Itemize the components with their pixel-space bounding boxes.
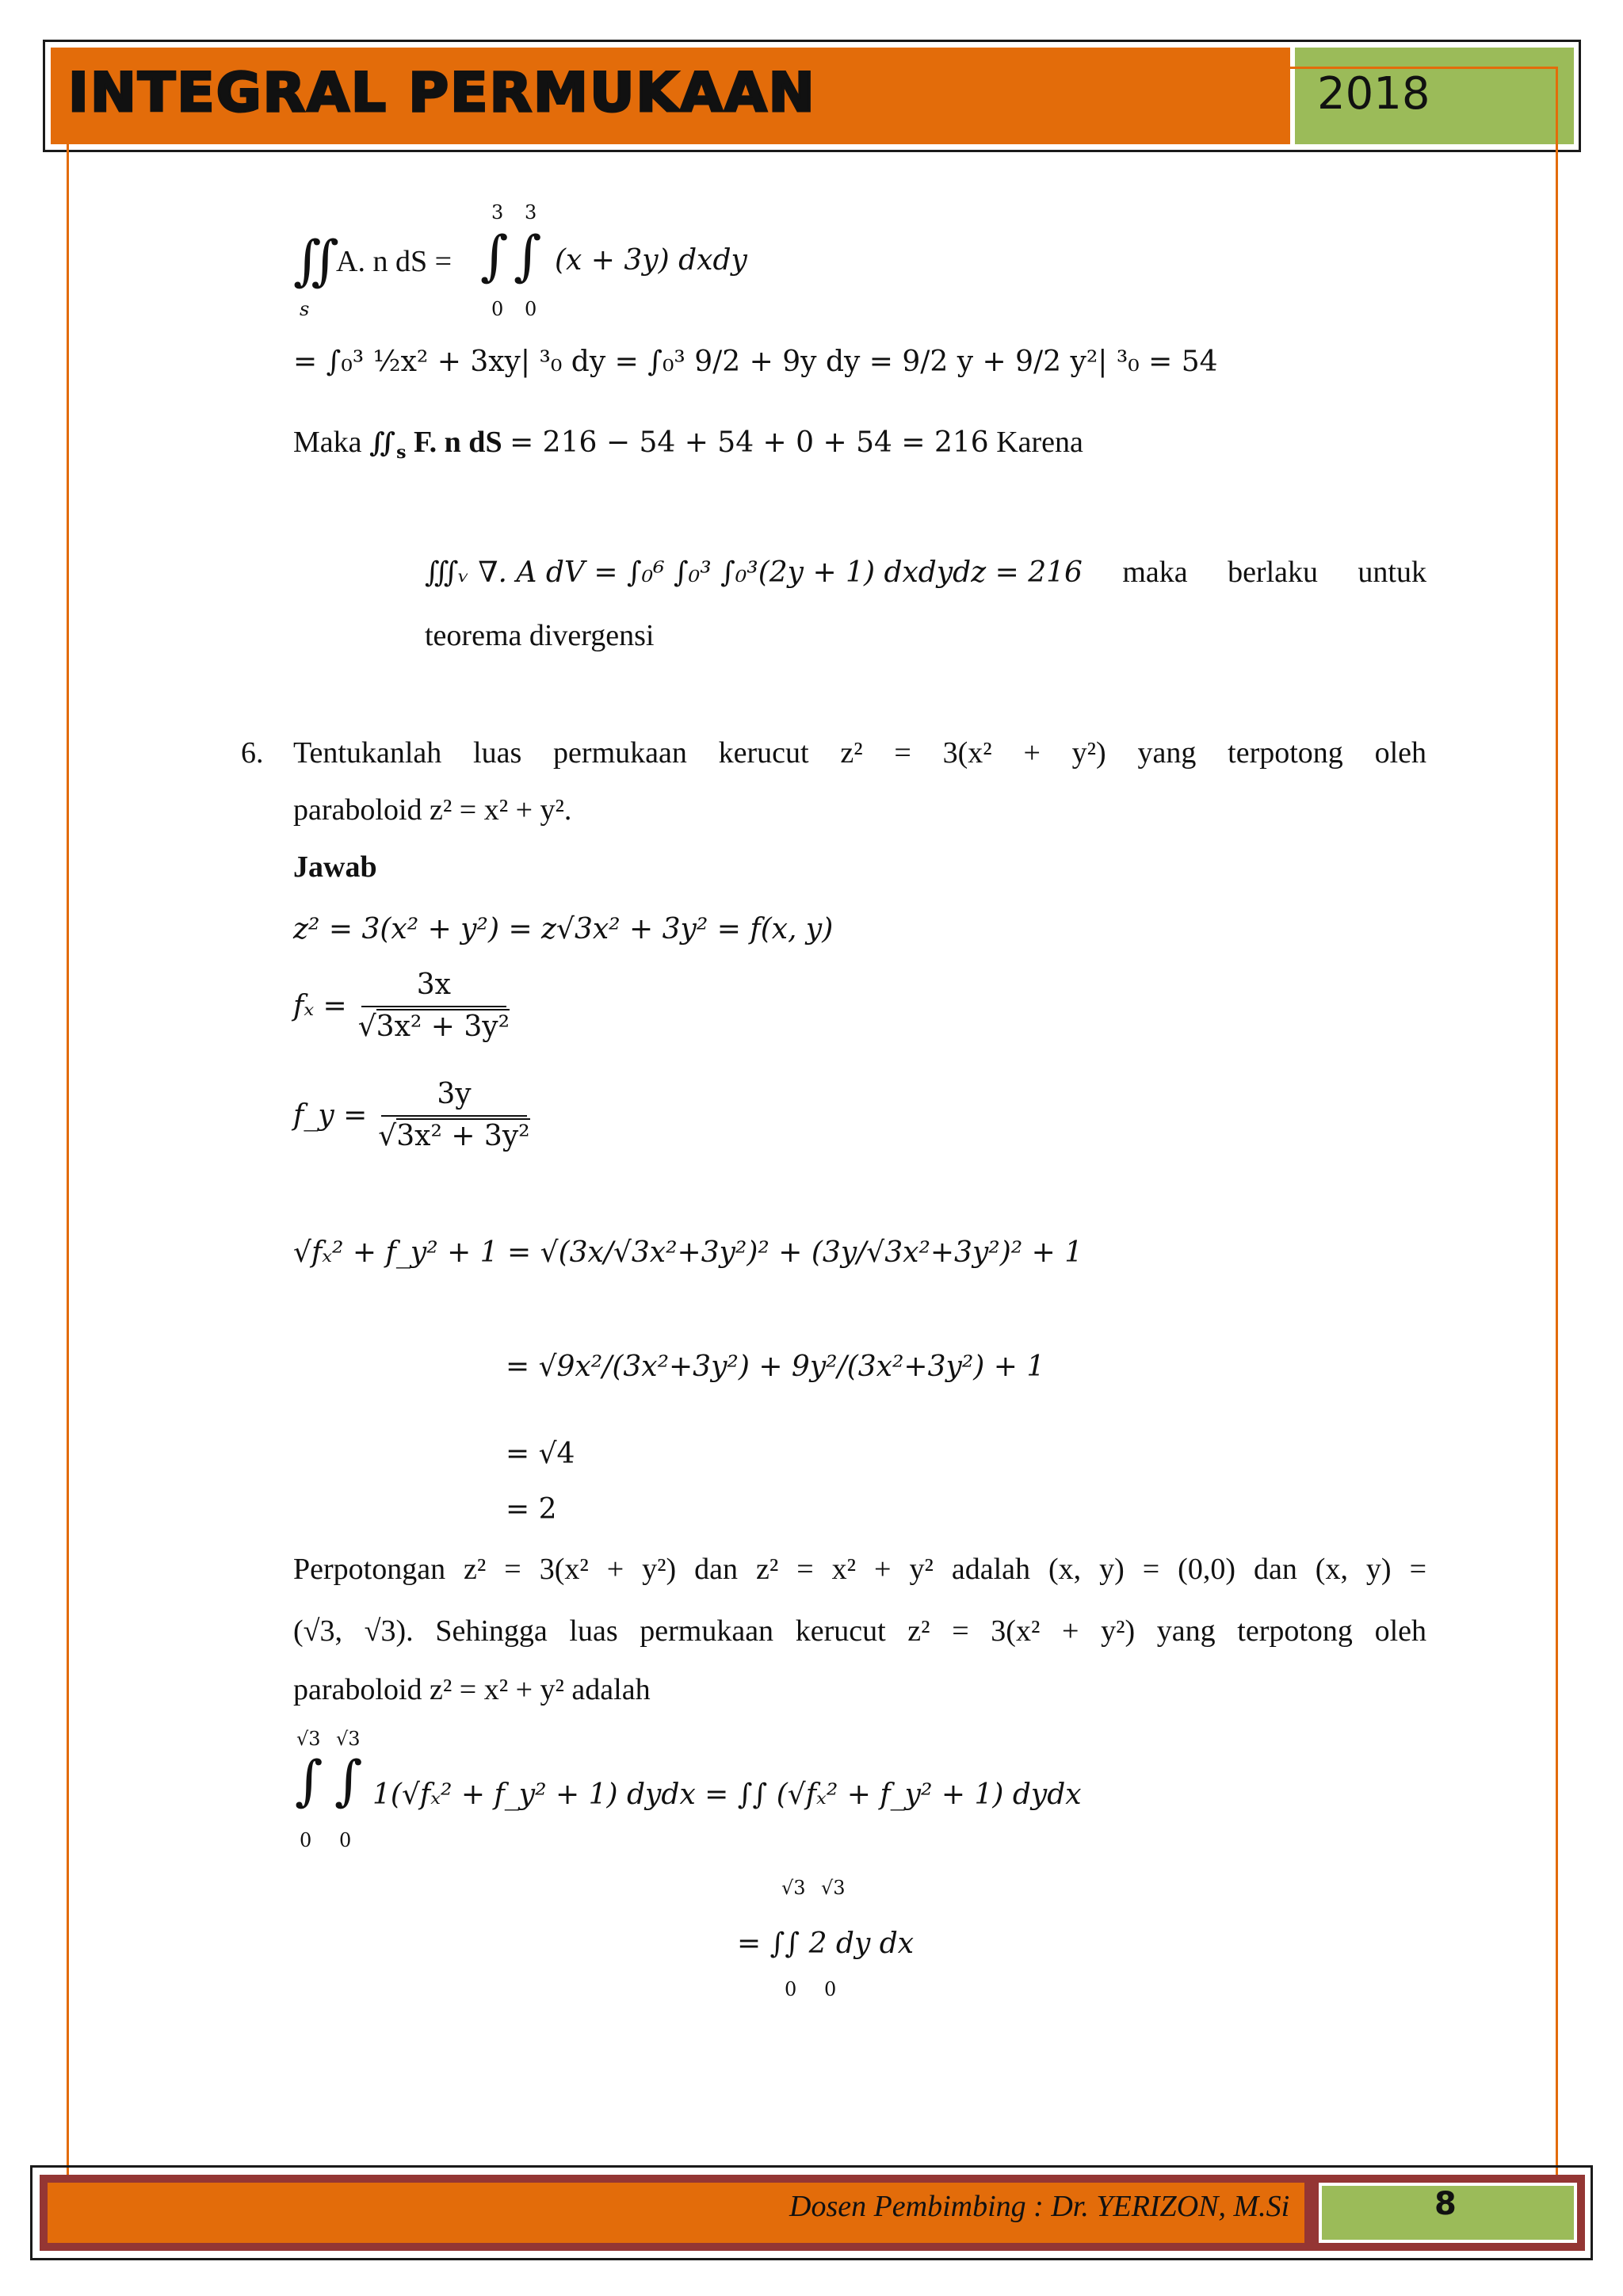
integral-subscript: s (300, 298, 310, 320)
limit-lower: 0 (300, 1829, 312, 1851)
limit-lower: 0 (339, 1829, 352, 1851)
double-integral-sign: $∬_s$ (369, 427, 407, 463)
limit-upper: √3 (781, 1877, 806, 1899)
footer-dosen: Dosen Pembimbing : Dr. YERIZON, M.Si (789, 2190, 1290, 2223)
word: berlaku (1228, 556, 1319, 589)
text-maka: Maka (293, 426, 362, 459)
answer-heading: Jawab (293, 850, 377, 884)
limit-upper: √3 (336, 1728, 361, 1750)
limit-lower: 0 (525, 298, 537, 320)
eq-evaluation: = ∫₀³ ½x² + 3xy| ³₀ dy = ∫₀³ 9/2 + 9y dy = 9/2 y + 9/2 y²| ³₀ = 54 (293, 346, 1218, 378)
paragraph-line-2: (√3, √3). Sehingga luas permukaan kerucut z² = 3(x² + y²) yang terpotong oleh (293, 1614, 1426, 1648)
word: untuk (1358, 556, 1426, 589)
limit-upper: √3 (296, 1728, 321, 1750)
eq-lhs: A. n dS = (336, 245, 453, 278)
limit-upper: √3 (821, 1877, 846, 1899)
fy-numerator: 3y (381, 1078, 526, 1117)
area-integrand: 1(√fₓ² + f_y² + 1) dydx = ∫∫ (√fₓ² + f_y² + 1) dydx (372, 1778, 1082, 1811)
integral-sign: ∫ (295, 1750, 323, 1813)
paragraph-line-3: paraboloid z² = x² + y² adalah (293, 1673, 651, 1706)
header-year: 2018 (1317, 68, 1430, 120)
limit-upper: 3 (525, 201, 537, 223)
limit-lower: 0 (785, 1978, 797, 2000)
eq-sum: = 216 − 54 + 54 + 0 + 54 = 216 (510, 426, 989, 459)
eq-sqrt-step-2: = √9x²/(3x²+3y²) + 9y²/(3x²+3y²) + 1 (506, 1350, 1045, 1383)
question-line-1: Tentukanlah luas permukaan kerucut z² = 3(x² + y²) yang terpotong oleh (293, 736, 1426, 770)
question-line-2: paraboloid z² = x² + y². (293, 793, 572, 827)
area-result-expr: = ∫∫ 2 dy dx (737, 1927, 915, 1960)
limit-lower: 0 (824, 1978, 837, 2000)
fy-fraction: $\frac{3y}{\text{√3x² + 3y²}}$ (378, 1078, 530, 1152)
eq-sqrt-step-3: = √4 (506, 1438, 575, 1470)
text-teorema: teorema divergensi (425, 619, 655, 652)
integral-sign: ∫ (480, 225, 509, 288)
fx-numerator: 3x (361, 968, 506, 1007)
paragraph-line-1: Perpotongan z² = 3(x² + y²) dan z² = x² + y² adalah (x, y) = (0,0) dan (x, y) = (293, 1553, 1426, 1586)
triple-integral-eq: ∭ᵥ ∇. A dV = ∫₀⁶ ∫₀³ ∫₀³(2y + 1) dxdydz = 216 (425, 556, 1083, 589)
fy-lhs: f_y = (293, 1098, 368, 1132)
eq-sqrt-step-4: = 2 (506, 1493, 557, 1526)
eq-divergence (425, 555, 1426, 590)
page-title: INTEGRAL PERMUKAAN (68, 62, 816, 124)
eq-z-function: z² = 3(x² + y²) = z√3x² + 3y² = f(x, y) (293, 913, 834, 946)
eq-fy (293, 1078, 530, 1152)
fx-denominator: 3x² + 3y² (376, 1010, 510, 1043)
double-integral-sign: ∬ (293, 230, 339, 292)
eq-integrand: (x + 3y) dxdy (555, 244, 747, 277)
question-number: 6. (241, 736, 264, 770)
integral-sign: ∫ (334, 1750, 363, 1813)
eq-maka (293, 425, 1083, 463)
text-karena: Karena (996, 426, 1083, 459)
limit-lower: 0 (491, 298, 504, 320)
fx-fraction: $\frac{3x}{\text{√3x² + 3y²}}$ (357, 968, 510, 1043)
bold-term: F. n dS (413, 426, 502, 459)
fy-denominator: 3x² + 3y² (396, 1120, 530, 1152)
integral-sign: ∫ (514, 225, 542, 288)
eq-fx (293, 968, 510, 1043)
page-border (67, 67, 1558, 2237)
fx-lhs: fₓ = (293, 989, 347, 1022)
page-number: 8 (1434, 2186, 1457, 2222)
word: maka (1122, 556, 1188, 589)
limit-upper: 3 (491, 201, 504, 223)
eq-sqrt-step-1: √fₓ² + f_y² + 1 = √(3x/√3x²+3y²)² + (3y/√3x²+3y²)² + 1 (293, 1236, 1083, 1269)
